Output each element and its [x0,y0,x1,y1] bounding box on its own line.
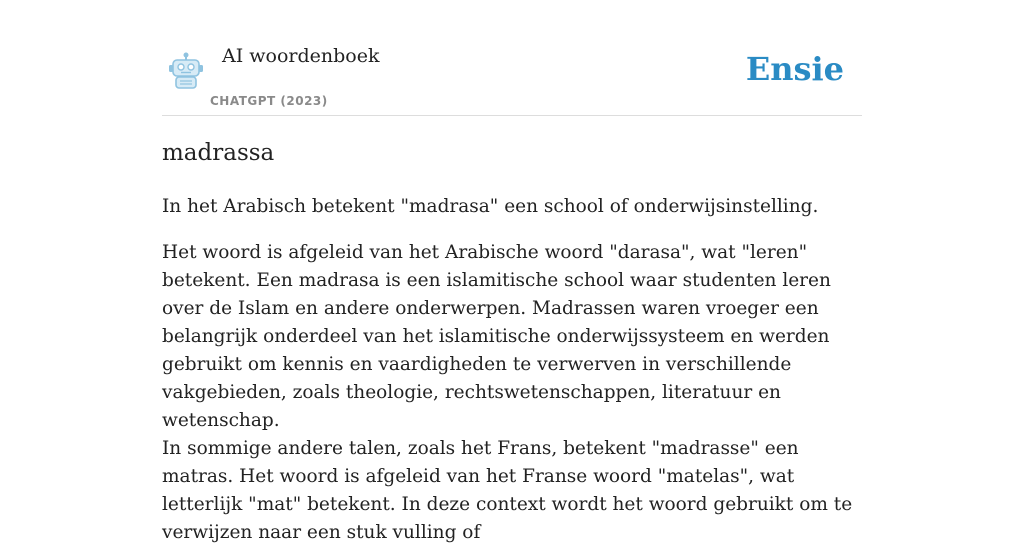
entry-paragraph: Het woord is afgeleid van het Arabische woord "darasa", wat "leren" betekent. Een madrasa is een islamitische school waar studenten leren over de Islam en andere onderwerpen. Madrassen waren vroeger een belangrijk onderdeel van het islamitische onderwijssysteem en werden gebruikt om kennis en vaardigheden te verwerven in verschillende vakgebieden, zoals theologie, rechtswetenschappen, literatuur en wetenschap. [162,242,831,431]
entry-definition: In het Arabisch betekent "madrasa" een school of onderwijsinstelling. [162,196,819,217]
robot-icon [166,52,206,90]
brand-logo-link[interactable]: Ensie [745,50,844,88]
page [162,0,862,543]
header [162,0,862,116]
site-title: AI woordenboek [222,45,380,67]
entry-paragraph: In sommige andere talen, zoals het Frans, betekent "madrasse" een matras. Het woord is afgeleid van het Franse woord "matelas", wat letterlijk "mat" betekent. In deze context wordt het woord gebruikt om te verwijzen naar een stuk vulling of [162,438,853,543]
site-subtitle: CHATGPT (2023) [210,94,328,108]
entry-term: madrassa [162,140,275,166]
